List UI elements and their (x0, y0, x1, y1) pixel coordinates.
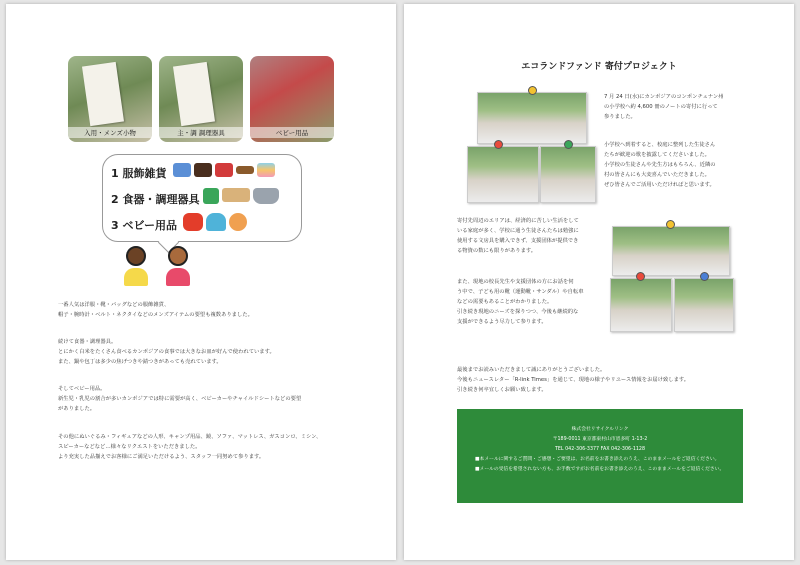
category-3-label: 3 ベビー用品 (111, 219, 178, 232)
photo-students-with-notebooks (540, 146, 596, 203)
photo-students-assembly (477, 92, 587, 144)
photo-caption: ベビー用品 (250, 127, 334, 138)
category-2-label: 2 食器・調理器具 (111, 193, 200, 206)
reply-note-2: ■メールの受信を希望されない方も、お手数ですがお名前をお書き添えのうえ、このままメールをご返信ください。 (475, 467, 725, 472)
photo-caption: 入用・メンズ小物 (68, 127, 152, 138)
paragraph-future-support: また、現地の校長先生や支援団体の方にお話を伺 う中で、子ども用の靴（運動靴・サンダル）や自転車 などの需要もあることがわかりました。 引き続き現地のニーズを探りつつ、今後も継続的な 支援ができるよう尽力して参ります。 (457, 279, 584, 325)
girl-illustration (166, 246, 190, 286)
photo-group-outdoor (612, 226, 730, 276)
belt-icon (236, 166, 254, 174)
paragraph-baby-goods: そしてベビー用品。 新生児・乳児の割合が多いカンボジアでは特に需要が高く、ベビーカーやチャイルドシートなどの要望 がありました。 (58, 386, 302, 412)
ride-on-toy-icon (183, 213, 203, 231)
right-page (404, 4, 794, 560)
photo-notebook-handover (467, 146, 539, 203)
pin-icon (494, 140, 503, 149)
photo-students-line (674, 278, 734, 332)
page-title: エコランドファンド 寄付プロジェクト (521, 62, 677, 72)
company-name: 株式会社リサイクルリンク (571, 427, 629, 432)
pot-icon (253, 188, 279, 204)
cap-icon (215, 163, 233, 177)
paragraph-area-situation: 寄付先周辺のエリアは、経済的に苦しい生活をして いる家庭が多く、学校に通う生徒さんたちは勉強に 使用する文房具を購入できず、支援団体が提供でき る物資の数にも限りがあります。 (457, 218, 579, 254)
closing-message: 最後までお読みいただきまして誠にありがとうございました。 今後もニュースレター「R-link Times」を通じて、現地の様子やリユース情報をお届け致します。 引き続き何卒宜しくお願い致します。 (457, 367, 690, 393)
company-info-box (457, 409, 743, 503)
paragraph-fashion: 一番人気は洋服・靴・バッグなどの服飾雑貨、 帽子・腕時計・ベルト・ネクタイなどのメンズアイテムの要望も複数ありました。 (58, 302, 253, 318)
pin-icon (666, 220, 675, 229)
shoe-icon (194, 163, 212, 177)
reply-note-1: ■本メールに関するご質問・ご感想・ご要望は、お名前をお書き添えのうえ、このままメールをご返信ください。 (475, 457, 720, 462)
towel-icon (257, 163, 275, 177)
pin-icon (564, 140, 573, 149)
boy-illustration (124, 246, 148, 286)
left-page (6, 4, 396, 560)
pin-icon (700, 272, 709, 281)
dress-icon (173, 163, 191, 177)
pin-icon (528, 86, 537, 95)
category-speech-bubble (102, 154, 302, 242)
company-address: 〒189-0011 東京都東村山市恩多町 1-13-2 (552, 437, 648, 442)
photo-baby-goods (250, 56, 334, 142)
company-phone: TEL 042-306-3377 FAX 042-306-1128 (554, 447, 646, 452)
photo-kitchenware (159, 56, 243, 142)
category-1-label: 1 服飾雑貨 (111, 167, 167, 180)
baby-carrier-icon (229, 213, 247, 231)
cutting-board-icon (222, 188, 250, 202)
paragraph-others: その他にぬいぐるみ・フィギュアなどの人形、キャンプ用品、鏡、ソファ、マットレス、ガスコンロ、ミシン、 スピーカーなどなど…様々なリクエストをいただきました。 より充実した品揃えでお客様にご満足いただけるよう、スタッフ一同努めて参ります。 (58, 434, 322, 460)
photo-interview (610, 278, 672, 332)
paragraph-school-welcome: 小学校へ到着すると、校庭に整列した生徒さん たちが歓迎の歌を披露してくださいました。 小学校の生徒さんや先生方はもちろん、近隣の 村の皆さんにも大変喜んでいただきました。 ぜひ皆さんでご活用いただければと思います。 (604, 142, 716, 188)
photo-caption: 主・調 調理器具 (159, 127, 243, 138)
paragraph-donation-intro: 7 月 24 日(水)にカンボジアのコンポンチュナン州 の小学校へ約 4,600 冊のノートの寄付に行って 参りました。 (604, 94, 724, 120)
paragraph-kitchenware: 続けて食器・調理器具。 とにかく白米をたくさん食べるカンボジアの食事では大きなお皿が好んで使われています。 また、鍋や包丁は多少の焦げつきや錆つきがあっても売れています。 (58, 339, 275, 365)
cup-icon (203, 188, 219, 204)
stroller-icon (206, 213, 226, 231)
photo-mens-accessories (68, 56, 152, 142)
pin-icon (636, 272, 645, 281)
